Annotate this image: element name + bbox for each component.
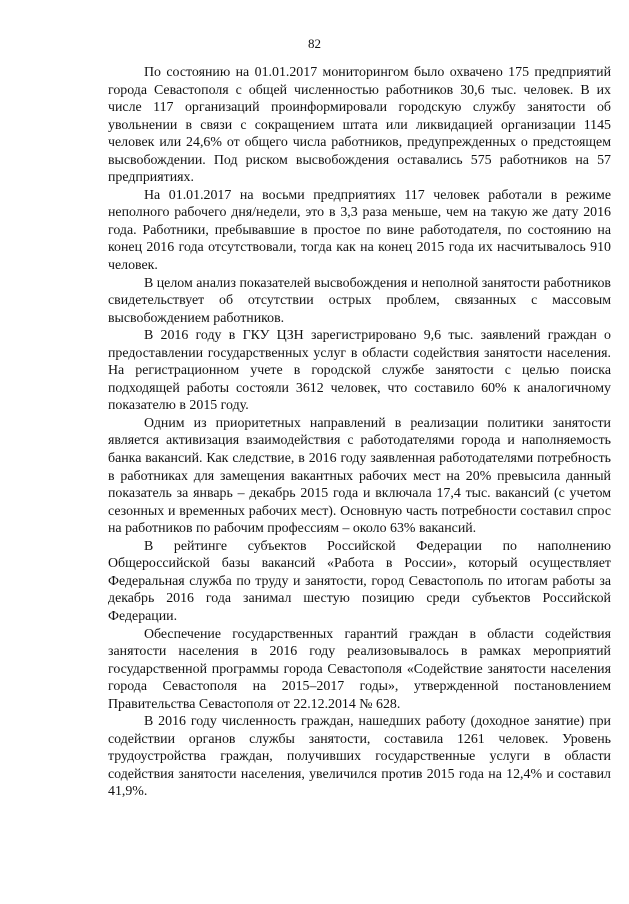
paragraph-employment-results: В 2016 году численность граждан, нашедших работу (доходное занятие) при содействии органов службы занятости, составила 1261 человек. Уровень трудоустройства граждан, получивших государственные услуги в области содействия занятости населения, увеличился против 2015 года на 12,4% и составил 41,9%.: [108, 714, 611, 800]
page-number: 82: [308, 36, 321, 51]
paragraph-vacancies: Одним из приоритетных направлений в реализации политики занятости является активизация взаимодействия с работодателями города и наполняемость банка вакансий. Как следствие, в 2016 году заявленная работодателями потребность в работниках для замещения вакантных рабочих мест на 20% превысила данный показатель за январь – декабрь 2015 года и включала 17,4 тыс. вакансий (с учетом сезонных и временных рабочих мест). Основную часть потребности составил спрос на работников по рабочим профессиям – около 63% вакансий.: [108, 415, 611, 537]
paragraph-overall-analysis: В целом анализ показателей высвобождения и неполной занятости работников свидетельствует об отсутствии острых проблем, связанных с массовым высвобождением работников.: [108, 275, 611, 326]
paragraph-rating: В рейтинге субъектов Российской Федерации по наполнению Общероссийской базы вакансий «Работа в России», который осуществляет Федеральная служба по труду и занятости, город Севастополь по итогам работы за декабрь 2016 года занимал шестую позицию среди субъектов Российской Федерации.: [108, 538, 611, 624]
document-body: [108, 64, 611, 801]
paragraph-part-time-employment: На 01.01.2017 на восьми предприятиях 117 человек работали в режиме неполного рабочего дня/недели, это в 3,3 раза меньше, чем на такую же дату 2016 года. Работники, пребывавшие в простое по вине работодателя, по состоянию на конец 2016 года отсутствовали, тогда как на конец 2015 года их насчитывалось 910 человек.: [108, 187, 611, 274]
paragraph-applications: В 2016 году в ГКУ ЦЗН зарегистрировано 9,6 тыс. заявлений граждан о предоставлении государственных услуг в области содействия занятости населения. На регистрационном учете в городской службе занятости с целью поиска подходящей работы состояли 3612 человек, что составило 60% к аналогичному показателю в 2015 году.: [108, 328, 611, 414]
paragraph-monitoring: По состоянию на 01.01.2017 мониторингом было охвачено 175 предприятий города Севастополя с общей численностью работников 30,6 тыс. человек. В их числе 117 организаций проинформировали городскую службу занятости об увольнении в связи с сокращением штата или ликвидацией организации 1145 человек или 24,6% от общего числа работников, предупрежденных о предстоящем высвобождении. Под риском высвобождения оставались 575 работников на 57 предприятиях.: [108, 65, 611, 186]
paragraph-state-guarantees: Обеспечение государственных гарантий граждан в области содействия занятости населения в 2016 году реализовывалось в рамках мероприятий государственной программы города Севастополя «Содействие занятости населения города Севастополя на 2015–2017 годы», утвержденной постановлением Правительства Севастополя от 22.12.2014 № 628.: [108, 626, 611, 712]
